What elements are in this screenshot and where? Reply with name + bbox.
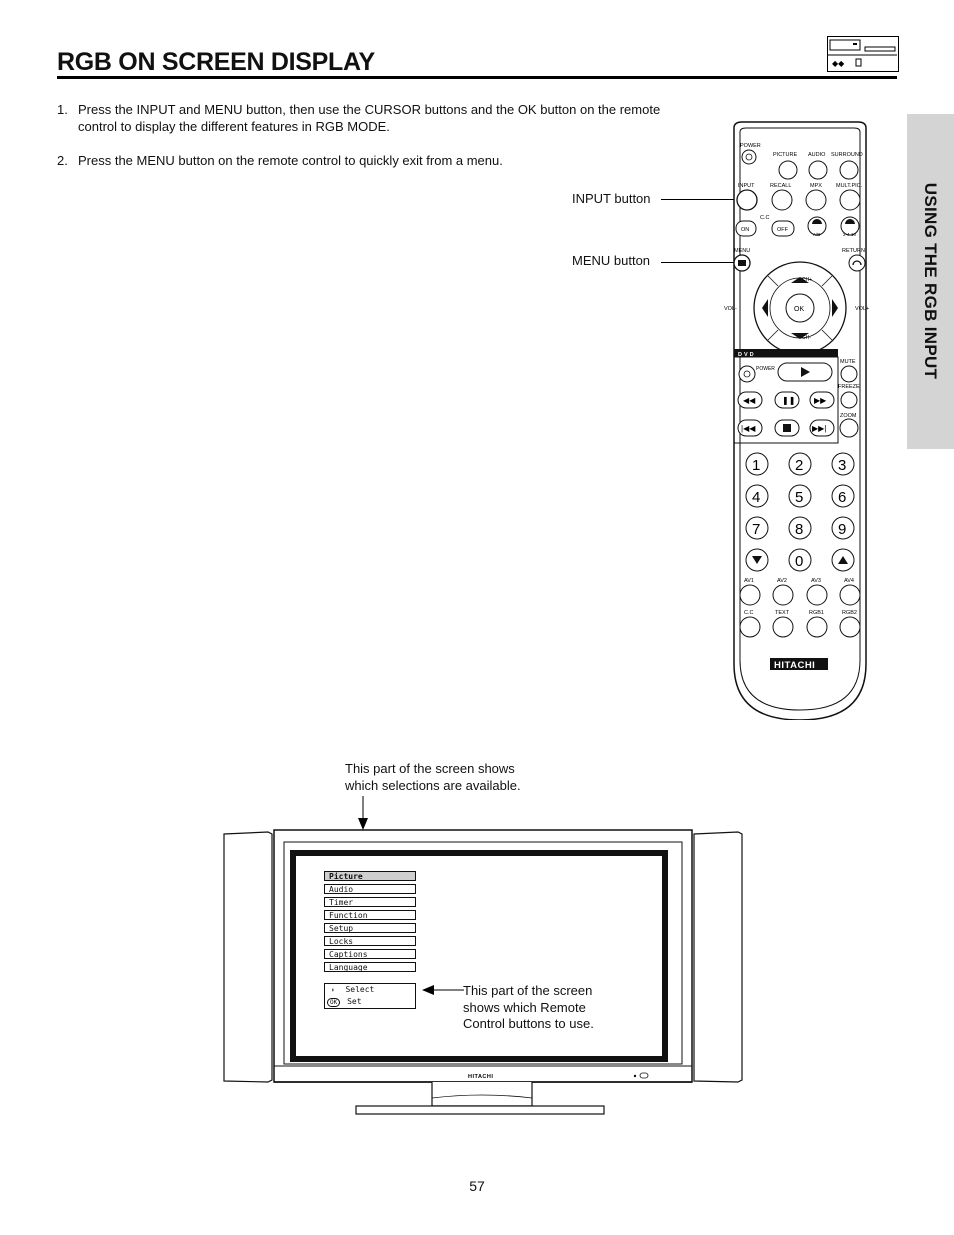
fast-forward-icon: ▶▶ (814, 396, 827, 405)
text-button (773, 617, 793, 637)
remote-label-av1: AV1 (744, 578, 754, 584)
instruction-text: Press the MENU button on the remote control to quickly exit from a menu. (78, 153, 503, 168)
osd-menu-item-picture[interactable]: Picture (324, 871, 416, 881)
digit-label: 5 (795, 489, 804, 506)
surround-button (840, 161, 858, 179)
menu-button-callout: MENU button (572, 253, 651, 268)
pause-icon: ❚❚ (782, 396, 796, 405)
osd-menu-item-locks[interactable]: Locks (324, 936, 416, 946)
remote-label-rgb1: RGB1 (809, 610, 824, 616)
recall-button (772, 190, 792, 210)
remote-label-multpic: MULT.PIC. (836, 183, 863, 189)
remote-label-freeze: FREEZE (838, 384, 860, 390)
input-button-callout: INPUT button (572, 191, 651, 206)
digit-label: 1 (752, 457, 761, 474)
remote-buttons-note: This part of the screen shows which Remote Control buttons to use. (463, 983, 594, 1031)
remote-label-surround: SURROUND (831, 152, 863, 158)
remote-label-ch-down: CH- (802, 335, 811, 341)
up-down-arrows-icon: ⬍ (331, 987, 335, 994)
digit-label: 8 (795, 521, 804, 538)
remote-label-av3: AV3 (811, 578, 821, 584)
mult-pic-button (840, 190, 860, 210)
digit-label: 3 (838, 457, 847, 474)
remote-label-power: POWER (740, 143, 761, 149)
mpx-button (806, 190, 826, 210)
osd-help-select-label: Select (345, 985, 375, 994)
remote-label-av2: AV2 (777, 578, 787, 584)
skip-forward-icon: ▶▶| (812, 424, 827, 433)
remote-label-off: OFF (777, 227, 788, 233)
rewind-icon: ◀◀ (743, 396, 756, 405)
rgb2-button (840, 617, 860, 637)
remote-label-menu: MENU (734, 248, 751, 254)
dvd-power-button (739, 366, 755, 382)
remote-label-dvd-power: POWER (756, 366, 775, 372)
page-title: RGB ON SCREEN DISPLAY (57, 48, 375, 76)
remote-label-rgb2: RGB2 (842, 610, 857, 616)
instruction-text: Press the INPUT and MENU button, then use the CURSOR buttons and the OK button on the remote control to display the different features in RGB MODE. (78, 102, 661, 134)
left-speaker (224, 832, 272, 1082)
audio-button (809, 161, 827, 179)
remote-label-ok: OK (794, 306, 805, 313)
remote-label-av4: AV4 (844, 578, 854, 584)
right-speaker (694, 832, 742, 1082)
tv-illustration (218, 828, 748, 1118)
remote-label-picture: PICTURE (773, 152, 798, 158)
osd-menu-item-captions[interactable]: Captions (324, 949, 416, 959)
digit-label: 9 (838, 521, 847, 538)
cc-button (740, 617, 760, 637)
osd-menu-item-timer[interactable]: Timer (324, 897, 416, 907)
remote-label-vol-up: VOL+ (855, 306, 870, 312)
selections-note: This part of the screen shows which selections are available. (345, 761, 521, 793)
av3-button (807, 585, 827, 605)
title-rule (57, 76, 897, 79)
osd-menu (324, 871, 416, 975)
page-number: 57 (469, 1178, 485, 1194)
instruction-item (57, 152, 682, 169)
remote-label-audio: AUDIO (808, 152, 826, 158)
instruction-list (57, 101, 682, 186)
power-led-icon (634, 1075, 636, 1077)
down-arrow-icon (354, 796, 372, 832)
osd-help-box (324, 983, 416, 1009)
mute-button (841, 366, 857, 382)
menu-icon (738, 260, 746, 266)
ok-button-icon: OK (327, 998, 340, 1007)
av2-button (773, 585, 793, 605)
tv-stand-base (356, 1106, 604, 1114)
side-tab-label: USING THE RGB INPUT (921, 182, 940, 380)
section-side-tab (907, 114, 954, 449)
stop-icon (783, 424, 791, 432)
skip-back-icon: |◀◀ (741, 424, 756, 433)
input-button (737, 190, 757, 210)
power-button (742, 150, 756, 164)
digit-label: 0 (795, 553, 804, 570)
instruction-item (57, 101, 682, 135)
tv-brand-logo: HITACHI (468, 1074, 494, 1080)
instruction-number: 2. (57, 153, 68, 168)
av1-button (740, 585, 760, 605)
svg-text:◆◆: ◆◆ (832, 59, 845, 68)
rgb1-button (807, 617, 827, 637)
remote-label-recall: RECALL (770, 183, 792, 189)
remote-label-dvd: DVD (738, 352, 756, 358)
digit-label: 4 (752, 489, 761, 506)
remote-label-cc: C.C (744, 610, 754, 616)
remote-label-ch-up: CH+ (802, 277, 813, 283)
picture-button (779, 161, 797, 179)
instruction-number: 1. (57, 102, 68, 117)
left-arrow-icon (420, 984, 464, 996)
osd-menu-item-function[interactable]: Function (324, 910, 416, 920)
remote-brand-logo: HITACHI (774, 660, 816, 671)
remote-label-cc-group: C.C (760, 215, 770, 221)
remote-label-ch: 2-4-10 (843, 232, 857, 237)
zoom-button (840, 419, 858, 437)
freeze-button (841, 392, 857, 408)
osd-menu-item-language[interactable]: Language (324, 962, 416, 972)
remote-label-zoom: ZOOM (840, 413, 857, 419)
remote-label-on: ON (741, 227, 750, 233)
remote-control-illustration (716, 120, 896, 720)
tv-vcr-device-icon (827, 36, 899, 72)
remote-label-vol-down: VOL- (724, 306, 737, 312)
remote-label-ab: A/B (813, 232, 821, 237)
av4-button (840, 585, 860, 605)
tv-stand-neck (432, 1082, 532, 1106)
remote-label-text: TEXT (775, 610, 790, 616)
digit-label: 6 (838, 489, 847, 506)
osd-menu-item-audio[interactable]: Audio (324, 884, 416, 894)
digit-label: 7 (752, 521, 761, 538)
osd-help-set-label: Set (347, 997, 362, 1006)
return-button (849, 255, 865, 271)
remote-label-mute: MUTE (840, 359, 856, 365)
remote-label-mpx: MPX (810, 183, 822, 189)
remote-label-return: RETURN (842, 248, 865, 254)
osd-menu-item-setup[interactable]: Setup (324, 923, 416, 933)
digit-label: 2 (795, 457, 804, 474)
remote-label-input: INPUT (738, 183, 755, 189)
